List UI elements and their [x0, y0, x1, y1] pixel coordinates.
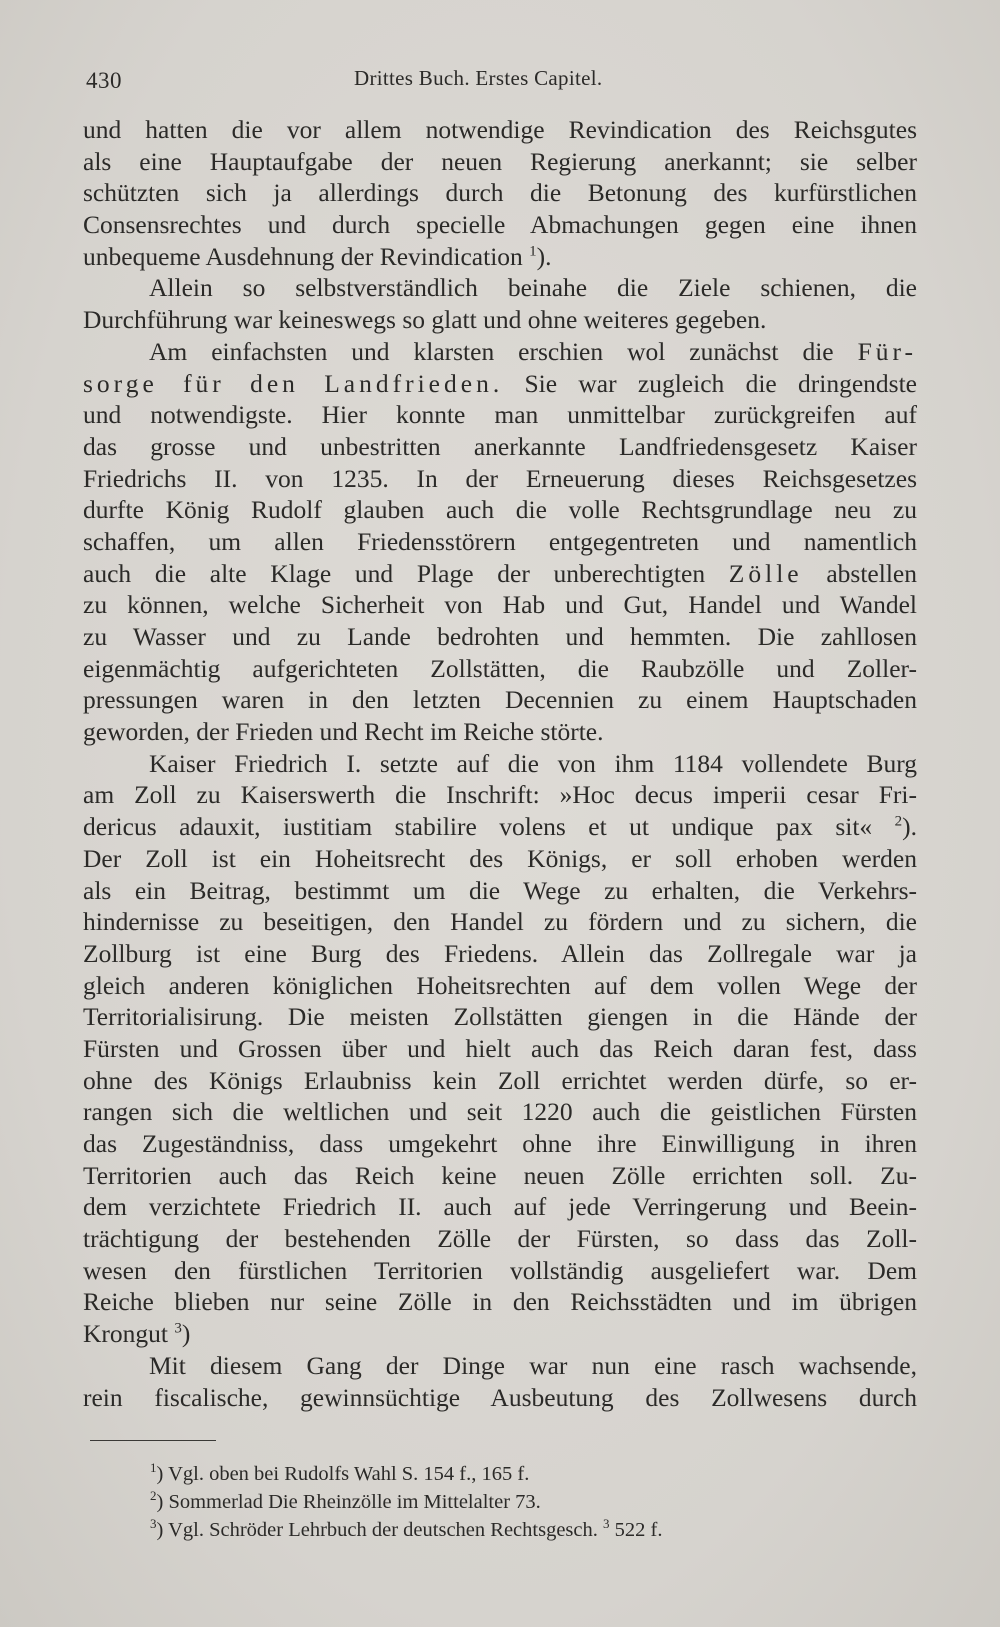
footnote-2: $^2$) Sommerlad Die Rheinzölle im Mittelalter 73. — [150, 1488, 541, 1513]
text-segment: Friedrichs II. von 1235. In der Erneuerung dieses Reichsgesetzes — [83, 463, 917, 493]
text-line — [83, 336, 917, 368]
text-line — [83, 526, 917, 558]
text-line — [83, 494, 917, 526]
text-line — [83, 970, 917, 1002]
text-line — [83, 1223, 917, 1255]
text-line — [83, 1033, 917, 1065]
text-segment: Sie war zugleich die dringendste — [503, 368, 917, 398]
text-line — [83, 653, 917, 685]
footnote-1: $^1$) Vgl. oben bei Rudolfs Wahl S. 154 f., 165 f. — [150, 1460, 530, 1485]
footnote-separator — [90, 1440, 216, 1441]
text-line — [83, 209, 917, 241]
text-line — [83, 684, 917, 716]
text-segment: schützten sich ja allerdings durch die Betonung des kurfürstlichen — [83, 178, 917, 208]
text-segment: Allein so selbstverständlich beinahe die Ziele schienen, die — [149, 273, 917, 303]
text-segment: Mit diesem Gang der Dinge war nun eine rasch wachsende, — [149, 1350, 917, 1380]
main-text — [83, 114, 917, 1413]
text-line — [83, 1096, 917, 1128]
text-segment: Der Zoll ist ein Hoheitsrecht des Königs, er soll erhoben werden — [83, 843, 917, 873]
text-segment: auch die alte Klage und Plage der unberechtigten — [83, 558, 729, 588]
text-line — [83, 589, 917, 621]
text-segment: rangen sich die weltlichen und seit 1220 auch die geistlichen Fürsten — [83, 1097, 917, 1127]
text-segment: und hatten die vor allem notwendige Revindication des Reichsgutes — [83, 115, 917, 144]
text-segment: sorge für den Landfrieden. — [83, 368, 504, 398]
text-segment: abstellen — [802, 558, 917, 588]
text-segment: geworden, der Frieden und Recht im Reiche störte. — [83, 717, 604, 747]
text-segment: ) — [181, 1319, 191, 1349]
text-line — [83, 177, 917, 209]
text-line — [83, 241, 917, 273]
text-segment: rein fiscalische, gewinnsüchtige Ausbeutung des Zollwesens durch — [83, 1382, 917, 1412]
text-segment: Territorien auch das Reich keine neuen Zölle errichten soll. Zu- — [83, 1160, 917, 1190]
text-segment: Durchführung war keineswegs so glatt und ohne weiteres gegeben. — [83, 305, 767, 335]
text-segment: Für- — [857, 336, 917, 366]
text-line — [83, 1286, 917, 1318]
text-segment: zu können, welche Sicherheit von Hab und Gut, Handel und Wandel — [83, 590, 917, 620]
text-line — [83, 146, 917, 178]
page-header — [86, 64, 916, 100]
text-segment: Fürsten und Grossen über und hielt auch das Reich daran fest, dass — [83, 1033, 917, 1063]
text-segment: Zollburg ist eine Burg des Friedens. Allein das Zollregale war ja — [83, 938, 917, 968]
text-segment: als eine Hauptaufgabe der neuen Regierung anerkannt; sie selber — [83, 146, 917, 176]
text-line — [83, 748, 917, 780]
text-line — [83, 716, 917, 748]
text-segment: Territorialisirung. Die meisten Zollstätten giengen in die Hände der — [83, 1002, 917, 1032]
text-line — [83, 1318, 917, 1350]
text-segment: zu Wasser und zu Lande bedrohten und hemmten. Die zahllosen — [83, 622, 917, 651]
text-line — [83, 1128, 917, 1160]
page-number: 430 — [86, 68, 122, 93]
text-line — [83, 875, 917, 907]
text-line — [83, 463, 917, 495]
footnote-3: $^3$) Vgl. Schröder Lehrbuch der deutschen Rechtsgesch. $^3$ 522 f. — [150, 1516, 663, 1541]
footnote-reference: 1 — [529, 243, 537, 260]
text-segment: durfte König Rudolf glauben auch die volle Rechtsgrundlage neu zu — [83, 495, 917, 525]
text-segment: eigenmächtig aufgerichteten Zollstätten, die Raubzölle und Zoller- — [83, 653, 917, 683]
text-line — [83, 1160, 917, 1192]
text-segment: hindernisse zu beseitigen, den Handel zu fördern und zu sichern, die — [83, 907, 917, 937]
text-segment: dericus adauxit, iustitiam stabilire volens et ut undique pax sit« — [83, 812, 895, 842]
footnote-reference: 3 — [174, 1320, 182, 1337]
text-segment: am Zoll zu Kaiserswerth die Inschrift: »Hoc decus imperii cesar Fri- — [83, 780, 917, 810]
text-segment: ). — [902, 812, 917, 842]
text-segment: unbequeme Ausdehnung der Revindication — [83, 241, 530, 271]
text-line — [83, 1350, 917, 1382]
text-segment: ). — [536, 241, 552, 271]
text-line — [83, 1065, 917, 1097]
text-line — [83, 621, 917, 653]
text-line — [83, 779, 917, 811]
text-segment: ohne des Königs Erlaubniss kein Zoll errichtet werden dürfe, so er- — [83, 1065, 917, 1095]
text-line — [83, 431, 917, 463]
text-segment: pressungen waren in den letzten Decennien zu einem Hauptschaden — [83, 685, 917, 715]
text-segment: Reiche blieben nur seine Zölle in den Reichsstädten und im übrigen — [83, 1287, 917, 1317]
text-line — [83, 272, 917, 304]
text-line — [83, 1255, 917, 1287]
text-line — [83, 1382, 917, 1414]
text-segment: schaffen, um allen Friedensstörern entgegentreten und namentlich — [83, 526, 917, 556]
text-segment: das Zugeständniss, dass umgekehrt ohne ihre Einwilligung in ihren — [83, 1129, 917, 1158]
text-segment: Zölle — [728, 558, 803, 588]
text-segment: dem verzichtete Friedrich II. auch auf jede Verringerung und Beein- — [83, 1192, 917, 1222]
text-segment: Kaiser Friedrich I. setzte auf die von ihm 1184 vollendete Burg — [149, 748, 917, 778]
footnotes — [150, 1460, 830, 1544]
text-segment: Consensrechtes und durch specielle Abmachungen gegen eine ihnen — [83, 210, 917, 240]
text-segment: gleich anderen königlichen Hoheitsrechten auf dem vollen Wege der — [83, 970, 917, 1000]
text-line — [83, 843, 917, 875]
text-line — [83, 906, 917, 938]
text-segment: als ein Beitrag, bestimmt um die Wege zu erhalten, die Verkehrs- — [83, 875, 917, 905]
text-segment: und notwendigste. Hier konnte man unmittelbar zurückgreifen auf — [83, 400, 917, 430]
text-segment: Am einfachsten und klarsten erschien wol zunächst die — [149, 336, 858, 366]
text-line — [83, 938, 917, 970]
text-line — [83, 368, 917, 400]
footnote-reference: 2 — [894, 813, 903, 830]
text-line — [83, 558, 917, 590]
text-line — [83, 304, 917, 336]
text-segment: Krongut — [83, 1319, 175, 1349]
text-line — [83, 1191, 917, 1223]
text-line — [83, 399, 917, 431]
text-line — [83, 114, 917, 146]
text-segment: das grosse und unbestritten anerkannte Landfriedensgesetz Kaiser — [83, 431, 917, 461]
text-line — [83, 1001, 917, 1033]
text-segment: wesen den fürstlichen Territorien vollständig ausgeliefert war. Dem — [83, 1255, 917, 1285]
text-segment: trächtigung der bestehenden Zölle der Fürsten, so dass das Zoll- — [83, 1224, 917, 1254]
running-head: Drittes Buch. Erstes Capitel. — [354, 66, 603, 90]
text-line — [83, 811, 917, 843]
